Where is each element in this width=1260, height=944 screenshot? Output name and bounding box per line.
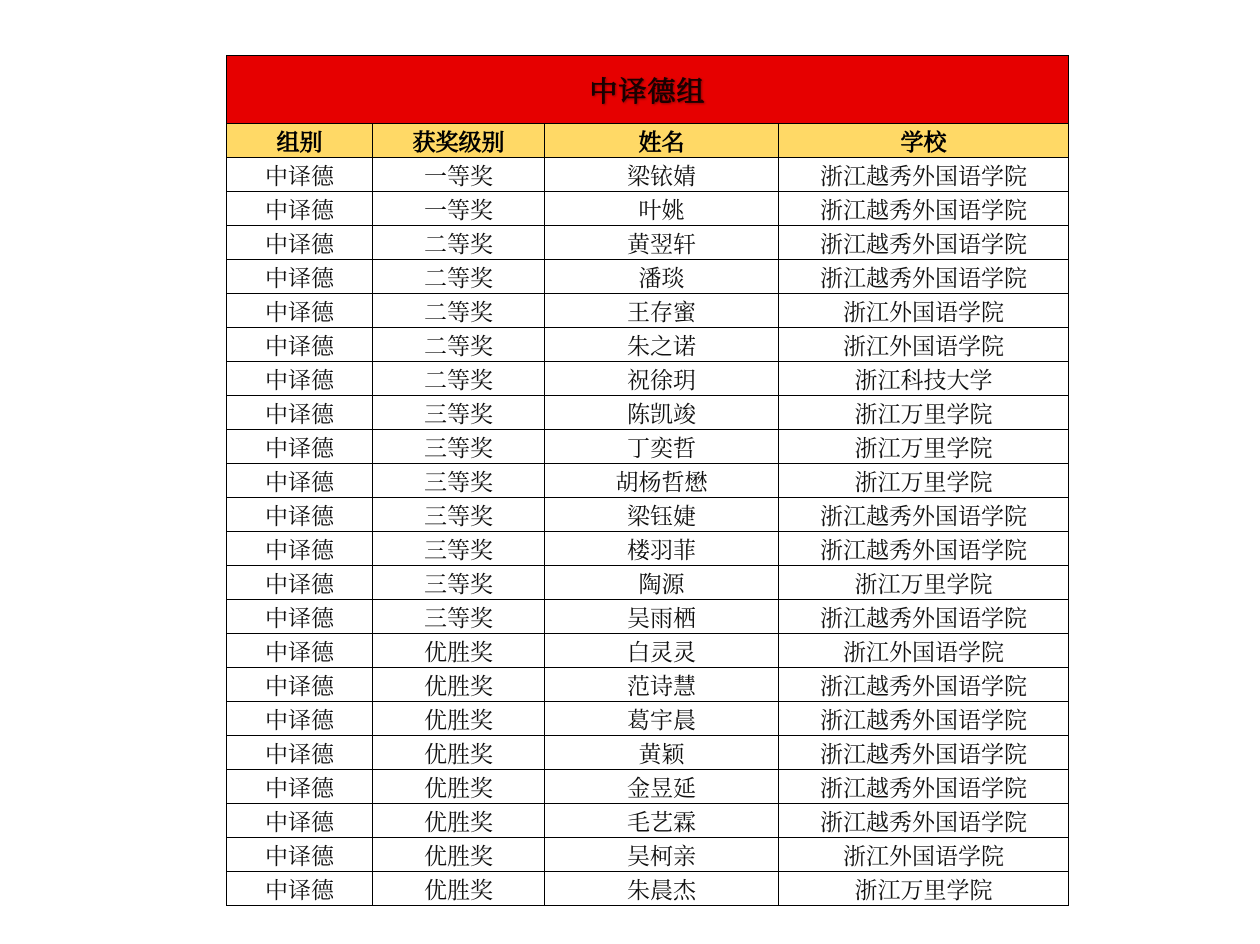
cell-name: 梁钰婕: [545, 498, 779, 532]
header-name: 姓名: [545, 124, 779, 158]
cell-award-level: 二等奖: [373, 226, 545, 260]
table-row: [227, 226, 1069, 260]
cell-group: 中译德: [227, 872, 373, 906]
table-row: [227, 702, 1069, 736]
cell-name: 葛宇晨: [545, 702, 779, 736]
cell-group: 中译德: [227, 396, 373, 430]
cell-name: 毛艺霖: [545, 804, 779, 838]
cell-school: 浙江外国语学院: [779, 294, 1069, 328]
cell-group: 中译德: [227, 158, 373, 192]
table-row: [227, 362, 1069, 396]
table-row: [227, 396, 1069, 430]
cell-name: 白灵灵: [545, 634, 779, 668]
cell-school: 浙江万里学院: [779, 872, 1069, 906]
cell-award-level: 三等奖: [373, 464, 545, 498]
cell-school: 浙江越秀外国语学院: [779, 702, 1069, 736]
cell-name: 吴柯亲: [545, 838, 779, 872]
table-row: [227, 464, 1069, 498]
cell-name: 陈凯竣: [545, 396, 779, 430]
cell-group: 中译德: [227, 770, 373, 804]
cell-name: 楼羽菲: [545, 532, 779, 566]
cell-award-level: 三等奖: [373, 498, 545, 532]
title-row: [227, 56, 1069, 124]
table-title: 中译德组: [227, 56, 1069, 124]
cell-school: 浙江万里学院: [779, 566, 1069, 600]
cell-name: 朱之诺: [545, 328, 779, 362]
cell-school: 浙江越秀外国语学院: [779, 600, 1069, 634]
cell-school: 浙江越秀外国语学院: [779, 158, 1069, 192]
cell-name: 朱晨杰: [545, 872, 779, 906]
cell-group: 中译德: [227, 804, 373, 838]
cell-award-level: 优胜奖: [373, 736, 545, 770]
cell-name: 黄颖: [545, 736, 779, 770]
table-row: [227, 328, 1069, 362]
cell-school: 浙江越秀外国语学院: [779, 804, 1069, 838]
table-row: [227, 668, 1069, 702]
table-row: [227, 532, 1069, 566]
cell-group: 中译德: [227, 362, 373, 396]
header-award-level: 获奖级别: [373, 124, 545, 158]
cell-group: 中译德: [227, 634, 373, 668]
table-row: [227, 804, 1069, 838]
cell-name: 吴雨栖: [545, 600, 779, 634]
cell-school: 浙江外国语学院: [779, 634, 1069, 668]
table-body: [227, 158, 1069, 906]
cell-school: 浙江越秀外国语学院: [779, 770, 1069, 804]
cell-award-level: 二等奖: [373, 260, 545, 294]
cell-school: 浙江越秀外国语学院: [779, 260, 1069, 294]
cell-group: 中译德: [227, 532, 373, 566]
table-row: [227, 498, 1069, 532]
cell-award-level: 三等奖: [373, 532, 545, 566]
cell-award-level: 三等奖: [373, 396, 545, 430]
cell-group: 中译德: [227, 226, 373, 260]
cell-school: 浙江万里学院: [779, 396, 1069, 430]
cell-group: 中译德: [227, 566, 373, 600]
cell-group: 中译德: [227, 430, 373, 464]
award-table: [226, 55, 1069, 906]
table-row: [227, 736, 1069, 770]
cell-school: 浙江外国语学院: [779, 328, 1069, 362]
table-row: [227, 600, 1069, 634]
cell-group: 中译德: [227, 328, 373, 362]
cell-award-level: 优胜奖: [373, 872, 545, 906]
cell-group: 中译德: [227, 192, 373, 226]
cell-award-level: 三等奖: [373, 566, 545, 600]
cell-award-level: 优胜奖: [373, 668, 545, 702]
cell-school: 浙江越秀外国语学院: [779, 498, 1069, 532]
cell-group: 中译德: [227, 498, 373, 532]
cell-award-level: 优胜奖: [373, 838, 545, 872]
header-school: 学校: [779, 124, 1069, 158]
cell-award-level: 三等奖: [373, 430, 545, 464]
table-row: [227, 634, 1069, 668]
cell-award-level: 一等奖: [373, 192, 545, 226]
cell-name: 潘琰: [545, 260, 779, 294]
cell-school: 浙江科技大学: [779, 362, 1069, 396]
cell-name: 陶源: [545, 566, 779, 600]
cell-award-level: 二等奖: [373, 362, 545, 396]
cell-award-level: 三等奖: [373, 600, 545, 634]
cell-name: 祝徐玥: [545, 362, 779, 396]
cell-award-level: 一等奖: [373, 158, 545, 192]
cell-award-level: 优胜奖: [373, 702, 545, 736]
cell-award-level: 优胜奖: [373, 770, 545, 804]
cell-award-level: 优胜奖: [373, 804, 545, 838]
cell-name: 范诗慧: [545, 668, 779, 702]
cell-group: 中译德: [227, 838, 373, 872]
table-row: [227, 838, 1069, 872]
cell-school: 浙江越秀外国语学院: [779, 532, 1069, 566]
cell-group: 中译德: [227, 600, 373, 634]
table-row: [227, 294, 1069, 328]
header-row: [227, 124, 1069, 158]
cell-school: 浙江外国语学院: [779, 838, 1069, 872]
cell-name: 金昱延: [545, 770, 779, 804]
cell-name: 黄翌轩: [545, 226, 779, 260]
cell-school: 浙江万里学院: [779, 430, 1069, 464]
table-row: [227, 192, 1069, 226]
cell-school: 浙江万里学院: [779, 464, 1069, 498]
header-group: 组别: [227, 124, 373, 158]
cell-group: 中译德: [227, 702, 373, 736]
cell-group: 中译德: [227, 294, 373, 328]
cell-group: 中译德: [227, 260, 373, 294]
table-row: [227, 430, 1069, 464]
cell-school: 浙江越秀外国语学院: [779, 668, 1069, 702]
cell-name: 梁铱婧: [545, 158, 779, 192]
table-row: [227, 770, 1069, 804]
cell-award-level: 二等奖: [373, 294, 545, 328]
cell-name: 胡杨哲懋: [545, 464, 779, 498]
table-row: [227, 566, 1069, 600]
cell-name: 王存蜜: [545, 294, 779, 328]
table-row: [227, 260, 1069, 294]
cell-school: 浙江越秀外国语学院: [779, 226, 1069, 260]
cell-award-level: 二等奖: [373, 328, 545, 362]
cell-name: 丁奕哲: [545, 430, 779, 464]
cell-school: 浙江越秀外国语学院: [779, 736, 1069, 770]
cell-school: 浙江越秀外国语学院: [779, 192, 1069, 226]
table-row: [227, 872, 1069, 906]
cell-group: 中译德: [227, 668, 373, 702]
cell-name: 叶姚: [545, 192, 779, 226]
cell-group: 中译德: [227, 464, 373, 498]
cell-award-level: 优胜奖: [373, 634, 545, 668]
table-row: [227, 158, 1069, 192]
cell-group: 中译德: [227, 736, 373, 770]
